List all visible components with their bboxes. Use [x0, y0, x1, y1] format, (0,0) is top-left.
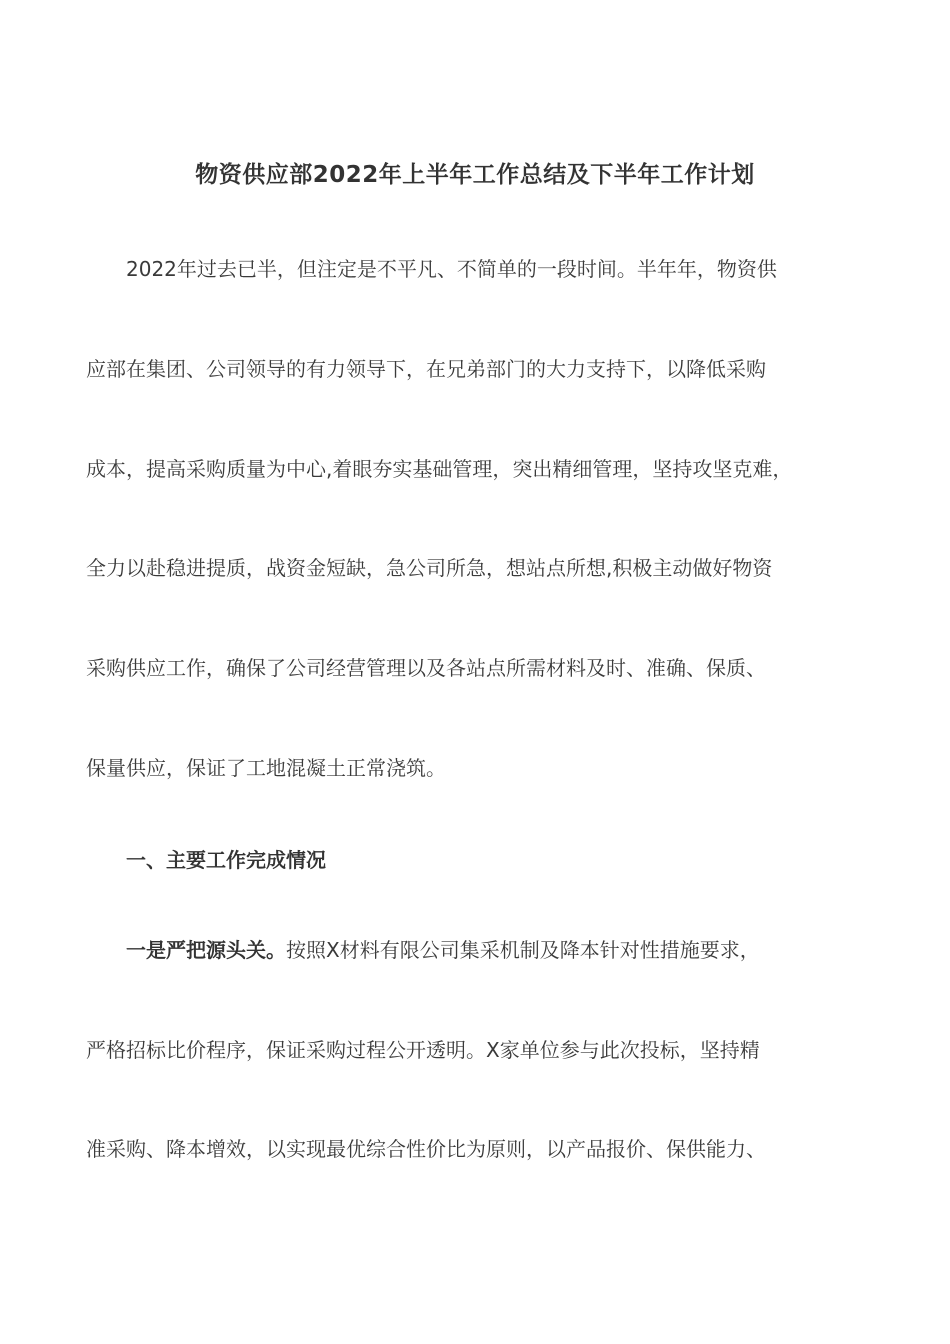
paragraph-line: 应部在集团、公司领导的有力领导下，在兄弟部门的大力支持下，以降低采购: [86, 357, 766, 381]
item-lead: 一是严把源头关。: [126, 938, 286, 962]
paragraph-line: 准采购、降本增效，以实现最优综合性价比为原则，以产品报价、保供能力、: [86, 1137, 766, 1161]
document-title: 物资供应部2022年上半年工作总结及下半年工作计划: [195, 162, 755, 188]
section-heading: 一、主要工作完成情况: [126, 848, 326, 872]
paragraph-line: 严格招标比价程序，保证采购过程公开透明。X家单位参与此次投标，坚持精: [86, 1038, 760, 1062]
paragraph-line: 保量供应，保证了工地混凝土正常浇筑。: [86, 756, 446, 780]
paragraph-line: 采购供应工作，确保了公司经营管理以及各站点所需材料及时、准确、保质、: [86, 656, 766, 680]
paragraph-line: 全力以赴稳进提质，战资金短缺，急公司所急，想站点所想,积极主动做好物资: [86, 556, 773, 580]
item-first-line-text: 按照X材料有限公司集采机制及降本针对性措施要求，: [286, 938, 760, 962]
paragraph-line: 2022年过去已半，但注定是不平凡、不简单的一段时间。半年年，物资供: [126, 257, 777, 281]
item-first-line: [126, 935, 926, 965]
paragraph-line: 成本，提高采购质量为中心,着眼夯实基础管理，突出精细管理，坚持攻坚克难，: [86, 457, 793, 481]
